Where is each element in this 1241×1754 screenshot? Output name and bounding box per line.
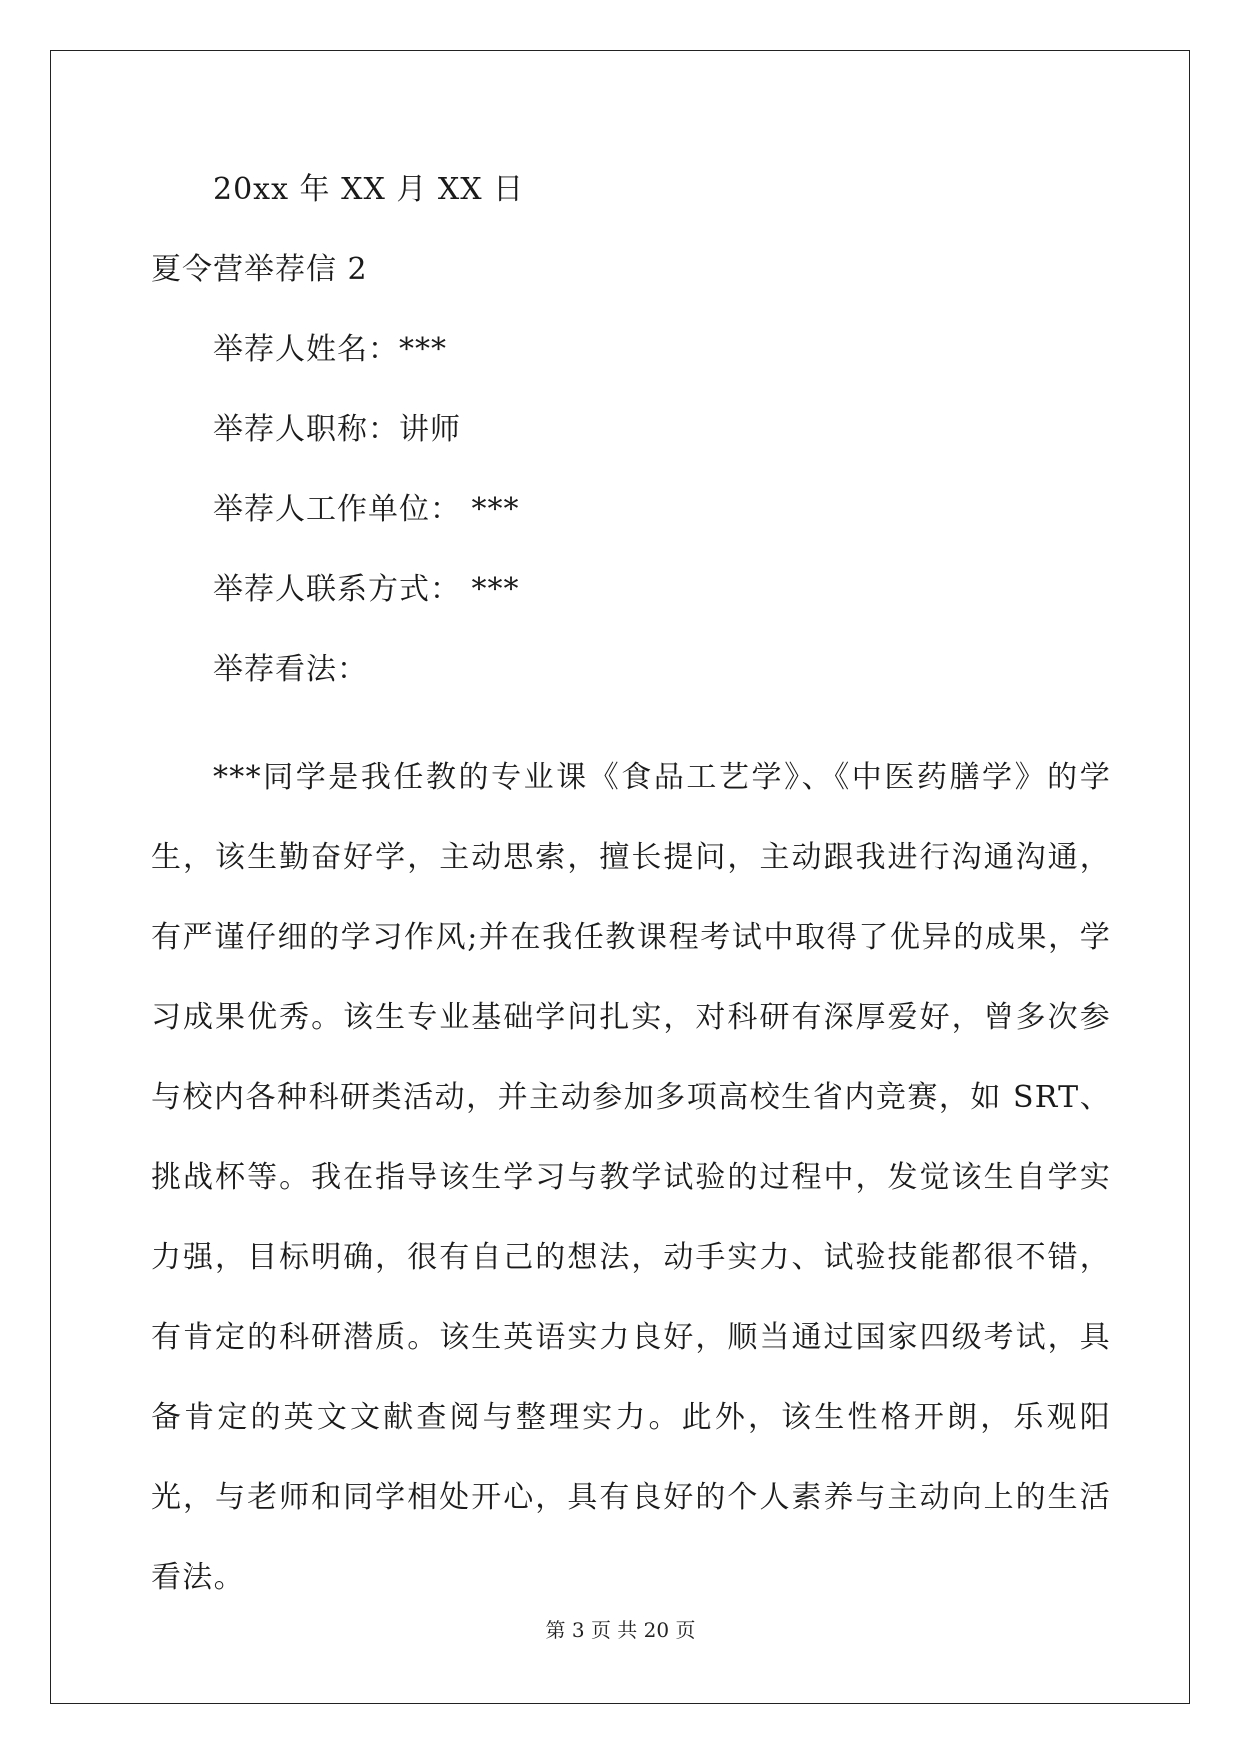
page-number-footer: 第 3 页 共 20 页 [545,1618,696,1642]
recommender-organization-field: 举荐人工作单位： *** [213,492,520,527]
recommender-title-field: 举荐人职称：讲师 [213,412,461,447]
recommender-name-field: 举荐人姓名：*** [213,332,447,367]
recommendation-body-paragraph: ***同学是我任教的专业课《食品工艺学》、《中医药膳学》的学生，该生勤奋好学，主动思索，擅长提问，主动跟我进行沟通沟通，有严谨仔细的学习作风;并在我任教课程考试中取得了优异的成果，学习成果优秀。该生专业基础学问扎实，对科研有深厚爱好，曾多次参与校内各种科研类活动，并主动参加多项高校生省内竞赛，如 SRT、挑战杯等。我在指导该生学习与教学试验的过程中，发觉该生自学实力强，目标明确，很有自己的想法，动手实力、试验技能都很不错，有肯定的科研潜质。该生英语实力良好，顺当通过国家四级考试，具备肯定的英文文献查阅与整理实力。此外，该生性格开朗，乐观阳光，与老师和同学相处开心，具有良好的个人素养与主动向上的生活看法。 [151,760,1111,1595]
recommender-contact-field: 举荐人联系方式： *** [213,572,520,607]
date-line: 20xx 年 XX 月 XX 日 [213,172,525,207]
section-title: 夏令营举荐信 2 [151,252,368,287]
recommendation-opinion-heading: 举荐看法： [213,652,368,687]
